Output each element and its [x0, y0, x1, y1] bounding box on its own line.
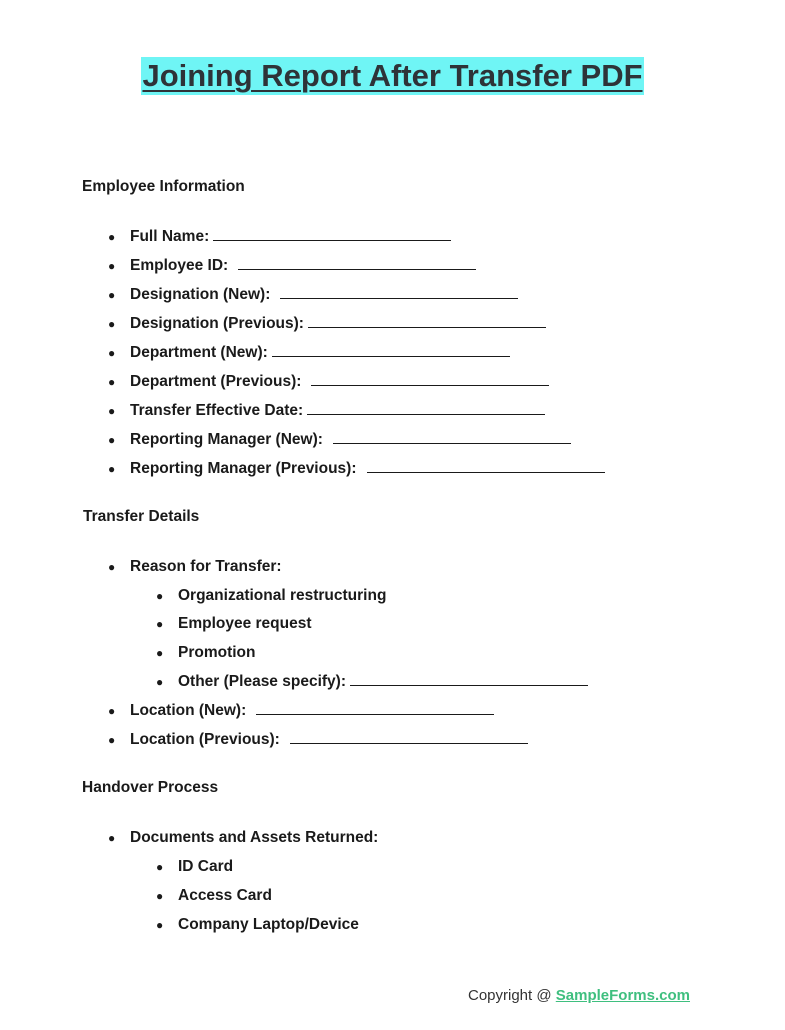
reason-option-promotion [156, 644, 256, 662]
bullet-icon: ● [156, 646, 164, 660]
location-previous-blank-line[interactable] [290, 742, 528, 744]
field-label: Full Name: [130, 228, 210, 245]
bullet-icon: ● [108, 346, 116, 360]
field-label: Designation (Previous): [130, 315, 304, 332]
asset-access-card [156, 887, 272, 905]
transfer-effective-date-blank-line[interactable] [307, 413, 545, 415]
bullet-icon: ● [108, 404, 116, 418]
field-reporting-manager-new [108, 431, 571, 449]
page-title: Joining Report After Transfer PDF [142, 58, 643, 93]
bullet-icon: ● [108, 560, 116, 574]
section-heading-employee-information: Employee Information [82, 178, 245, 195]
reason-option-other [156, 673, 588, 691]
asset-company-laptop [156, 916, 359, 934]
bullet-icon: ● [108, 831, 116, 845]
department-previous-blank-line[interactable] [311, 384, 549, 386]
section-heading-handover-process: Handover Process [82, 779, 219, 796]
brand-link[interactable]: SampleForms.com [555, 987, 690, 1004]
bullet-icon: ● [156, 918, 164, 932]
bullet-icon: ● [108, 288, 116, 302]
field-designation-previous [108, 315, 546, 333]
bullet-icon: ● [156, 675, 164, 689]
option-label: Other (Please specify): [178, 673, 346, 690]
reporting-manager-previous-blank-line[interactable] [367, 471, 605, 473]
field-label: Department (New): [130, 344, 268, 361]
field-department-previous [108, 373, 549, 391]
field-label: Location (Previous): [130, 731, 280, 748]
field-location-previous [108, 731, 528, 749]
section-heading-transfer-details: Transfer Details [83, 508, 200, 525]
field-label: Reporting Manager (New): [130, 431, 323, 448]
reason-option-restructuring [156, 587, 387, 605]
bullet-icon: ● [108, 317, 116, 331]
field-label: Designation (New): [130, 286, 271, 303]
field-transfer-effective-date [108, 402, 545, 420]
option-label: Employee request [178, 615, 312, 632]
field-documents-assets-returned [108, 829, 379, 847]
asset-label: ID Card [178, 858, 234, 875]
bullet-icon: ● [108, 733, 116, 747]
location-new-blank-line[interactable] [256, 713, 494, 715]
other-reason-blank-line[interactable] [350, 684, 588, 686]
asset-label: Company Laptop/Device [178, 916, 359, 933]
bullet-icon: ● [108, 230, 116, 244]
bullet-icon: ● [156, 589, 164, 603]
field-full-name [108, 228, 451, 246]
bullet-icon: ● [156, 617, 164, 631]
field-designation-new [108, 286, 518, 304]
option-label: Organizational restructuring [178, 587, 387, 604]
field-location-new [108, 702, 494, 720]
department-new-blank-line[interactable] [272, 355, 510, 357]
reporting-manager-new-blank-line[interactable] [333, 442, 571, 444]
option-label: Promotion [178, 644, 256, 661]
field-label: Documents and Assets Returned: [130, 829, 379, 846]
asset-label: Access Card [178, 887, 272, 904]
reason-option-employee-request [156, 615, 312, 633]
field-employee-id [108, 257, 476, 275]
field-label: Transfer Effective Date: [130, 402, 304, 419]
field-label: Reporting Manager (Previous): [130, 460, 357, 477]
bullet-icon: ● [108, 704, 116, 718]
copyright-text: Copyright @ [468, 987, 556, 1004]
field-label: Employee ID: [130, 257, 229, 274]
designation-previous-blank-line[interactable] [308, 326, 546, 328]
field-label: Department (Previous): [130, 373, 302, 390]
footer-copyright [468, 987, 690, 1004]
full-name-blank-line[interactable] [213, 239, 451, 241]
field-reporting-manager-previous [108, 460, 605, 478]
bullet-icon: ● [108, 375, 116, 389]
employee-id-blank-line[interactable] [238, 268, 476, 270]
field-reason-for-transfer [108, 558, 282, 576]
bullet-icon: ● [108, 259, 116, 273]
bullet-icon: ● [156, 889, 164, 903]
field-label: Reason for Transfer: [130, 558, 282, 575]
bullet-icon: ● [108, 433, 116, 447]
designation-new-blank-line[interactable] [280, 297, 518, 299]
field-label: Location (New): [130, 702, 247, 719]
bullet-icon: ● [108, 462, 116, 476]
field-department-new [108, 344, 510, 362]
bullet-icon: ● [156, 860, 164, 874]
asset-id-card [156, 858, 234, 876]
title-wrapper [0, 57, 785, 95]
